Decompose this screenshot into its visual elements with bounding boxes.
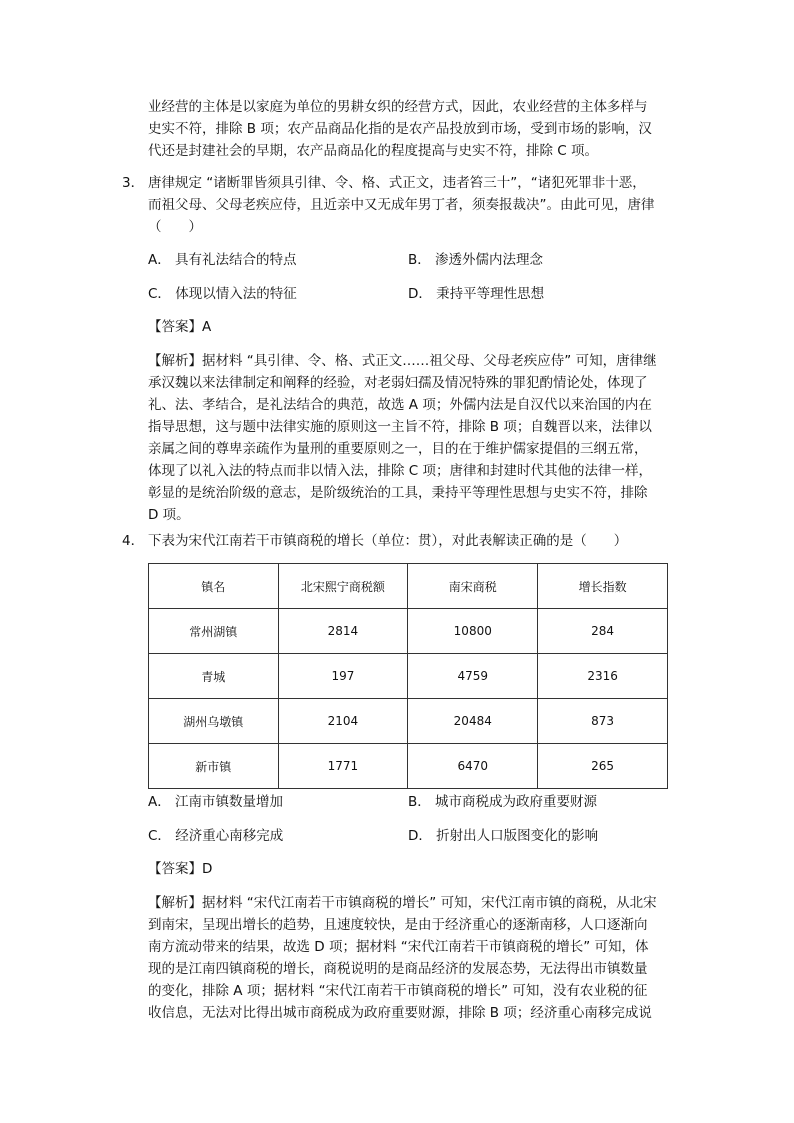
cell-southern-tax: 4759 [408,654,538,699]
q3-analysis-line-5: 亲属之间的尊卑亲疏作为量刑的重要原则之一，目的在于维护儒家提倡的三纲五常， [148,441,648,457]
q4-analysis-line-3: 南方流动带来的结果，故选 D 项；据材料 “宋代江南若干市镇商税的增长” 可知，体 [148,939,649,955]
q4-analysis-line-1: 【解析】据材料 “宋代江南若干市镇商税的增长” 可知，宋代江南市镇的商税，从北宋 [148,895,657,911]
cell-northern-tax: 2104 [278,699,408,744]
q4-stem: 下表为宋代江南若干市镇商税的增长（单位：贯），对此表解读正确的是（ ） [148,533,628,549]
cell-northern-tax: 2814 [278,609,408,654]
q4-number: 4． [122,533,145,549]
header-town-name: 镇名 [149,564,279,609]
q4-analysis-line-4: 现的是江南四镇商税的增长，商税说明的是商品经济的发展态势，无法得出市镇数量 [148,961,648,977]
q3-analysis-line-4: 指导思想，这与题中法律实施的原则这一主旨不符，排除 B 项；自魏晋以来，法律以 [148,419,652,435]
header-northern-song-tax: 北宋熙宁商税额 [278,564,408,609]
table-row [149,699,668,744]
q3-answer: 【答案】A [148,319,212,335]
q3-analysis-line-3: 礼、法、孝结合，是礼法结合的典范，故选 A 项；外儒内法是自汉代以来治国的内在 [148,397,652,413]
table-row [149,654,668,699]
q3-analysis-line-1: 【解析】据材料 “具引律、令、格、式正文……祖父母、父母老疾应侍” 可知，唐律继 [148,353,657,369]
cell-southern-tax: 6470 [408,744,538,789]
prev-analysis-line-2: 史实不符，排除 B 项；农产品商品化指的是农产品投放到市场，受到市场的影响，汉 [148,121,652,137]
header-growth-index: 增长指数 [538,564,668,609]
q4-option-d: D． 折射出人口版图变化的影响 [408,828,599,844]
q4-analysis-line-2: 到南宋，呈现出增长的趋势，且速度较快，是由于经济重心的逐渐南移，人口逐渐向 [148,917,648,933]
q3-option-a: A． 具有礼法结合的特点 [148,252,297,268]
q3-analysis-line-7: 彰显的是统治阶级的意志，是阶级统治的工具，秉持平等理性思想与史实不符，排除 [148,485,648,501]
cell-northern-tax: 1771 [278,744,408,789]
prev-analysis-line-1: 业经营的主体是以家庭为单位的男耕女织的经营方式，因此，农业经营的主体多样与 [148,99,648,115]
header-southern-song-tax: 南宋商税 [408,564,538,609]
q3-option-c: C． 体现以情入法的特征 [148,286,297,302]
table-row [149,609,668,654]
q4-analysis-line-5: 的变化，排除 A 项；据材料 “宋代江南若干市镇商税的增长” 可知，没有农业税的征 [148,983,648,999]
prev-analysis-line-3: 代还是封建社会的早期，农产品商品化的程度提高与史实不符，排除 C 项。 [148,143,599,159]
q3-number: 3． [122,175,145,191]
cell-town: 常州湖镇 [149,609,279,654]
cell-town: 新市镇 [149,744,279,789]
cell-growth: 2316 [538,654,668,699]
q3-stem-line-1: 唐律规定 “诸断罪皆须具引律、令、格、式正文，违者笞三十”，“诸犯死罪非十恶， [148,175,646,191]
cell-growth: 265 [538,744,668,789]
cell-town: 湖州乌墩镇 [149,699,279,744]
q3-stem-line-3: （ ） [148,219,202,235]
q3-option-b: B． 渗透外儒内法理念 [408,252,544,268]
cell-growth: 284 [538,609,668,654]
table-header-row [149,564,668,609]
q4-option-c: C． 经济重心南移完成 [148,828,284,844]
cell-southern-tax: 20484 [408,699,538,744]
cell-southern-tax: 10800 [408,609,538,654]
table-row [149,744,668,789]
q3-stem-line-2: 而祖父母、父母老疾应侍，且近亲中又无成年男丁者，须奏报裁决”。由此可见，唐律 [148,197,655,213]
q3-analysis-line-2: 承汉魏以来法律制定和阐释的经验，对老弱妇孺及情况特殊的罪犯酌情论处，体现了 [148,375,648,391]
q4-option-a: A． 江南市镇数量增加 [148,794,284,810]
cell-northern-tax: 197 [278,654,408,699]
q4-analysis-line-6: 收信息，无法对比得出城市商税成为政府重要财源，排除 B 项；经济重心南移完成说 [148,1005,652,1021]
cell-growth: 873 [538,699,668,744]
q3-option-d: D． 秉持平等理性思想 [408,286,545,302]
q4-option-b: B． 城市商税成为政府重要财源 [408,794,598,810]
q4-answer: 【答案】D [148,861,213,877]
q3-analysis-line-8: D 项。 [148,507,190,523]
cell-town: 青城 [149,654,279,699]
q3-analysis-line-6: 体现了以礼入法的特点而非以情入法，排除 C 项；唐律和封建时代其他的法律一样， [148,463,653,479]
tax-table [148,563,668,789]
